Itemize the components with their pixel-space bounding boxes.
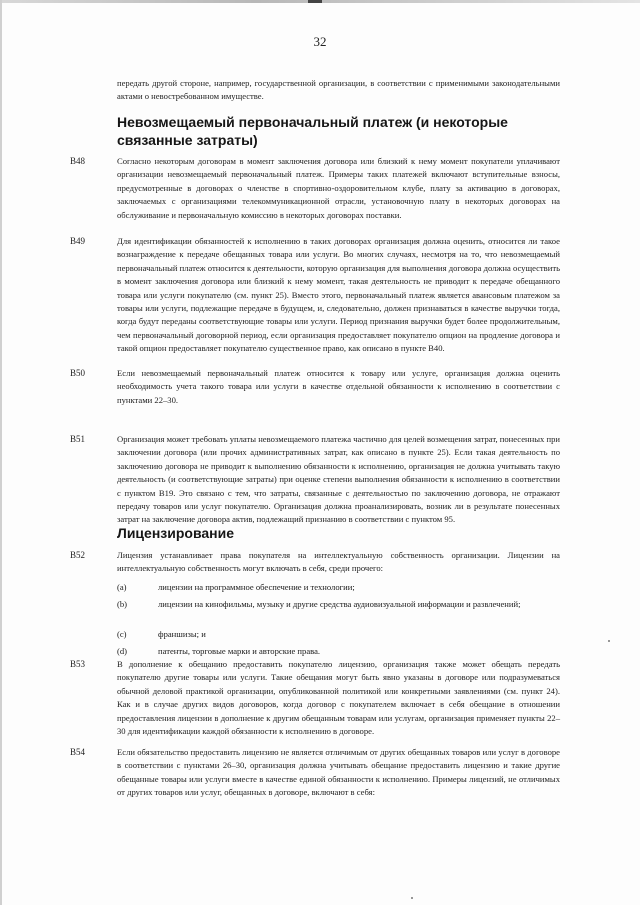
scan-mark — [308, 0, 322, 3]
paragraph-text: Для идентификации обязанностей к исполнению в таких договорах организация должна оценить, относится ли такое вознаграждение к передаче обещанных товара или услуги. Во многих случаях, несмотря на то, что невозмещаемый первоначальный платеж относится к деятельности, которую организация для выполнения договора должна осуществить в момент заключения договора или близкий к нему момент, такая деятельность не приводит к передаче обещанного товара или услуги покупателю (см. пункт 25). Вместо этого, первоначальный платеж является авансовым платежом за товары или услуги, подлежащие передаче в будущем, и, следовательно, должен признаваться в качестве выручки тогда, когда будут переданы соответствующие товары или услуги. Период признания выручки будет более продолжительным, чем первоначальный договорной период, если организация предоставляет покупателю опцион на продление договора и такой опцион предоставляет покупателю существенное право, как описано в пункте B40. — [117, 236, 560, 354]
section-heading-nonrefundable-fee: Невозмещаемый первоначальный платеж (и некоторые связанные затраты) — [117, 114, 508, 148]
paragraph-label: B54 — [70, 747, 86, 757]
paragraph-label: B53 — [70, 659, 86, 669]
paragraph-text: Если обязательство предоставить лицензию не является отличимым от других обещанных товаров или услуг в договоре в соответствии с пунктами 26–30, организация должна учитывать обещание предоставить лицензию и такие другие обещанные товары или услуги вместе в качестве единой обязанности к исполнению. Примеры лицензий, не отличимых от других товаров или услуг, обещанных в договоре, включают в себя: — [117, 747, 560, 798]
paragraph-label: B50 — [70, 368, 86, 378]
paragraph-text: Лицензия устанавливает права покупателя на интеллектуальную собственность организации. Лицензии на интеллектуальную собственность могут включать в себя, среди прочего: — [117, 550, 560, 574]
section-heading-licensing: Лицензирование — [117, 525, 235, 541]
list-item-text: франшизы; и — [158, 629, 206, 639]
paragraph-text: Согласно некоторым договорам в момент заключения договора или близкий к нему момент покупатели уплачивают организации невозмещаемый первоначальный платеж. Примеры таких платежей включают вступительные взносы, предусмотренные в договорах о членстве в спортивно-оздоровительном клубе, плату за активацию в договорах, заключаемых с организациями телекоммуникационной отрасли, установочную плату в некоторых договорах на обслуживание и первоначальную комиссию в некоторых договорах поставки. — [117, 156, 560, 220]
scan-speck — [411, 897, 413, 899]
paragraph-label: B49 — [70, 236, 86, 246]
page-number: 32 — [313, 34, 327, 49]
paragraph-label: B51 — [70, 434, 86, 444]
list-item-letter: (b) — [117, 599, 128, 609]
list-item-letter: (a) — [117, 582, 127, 592]
paragraph-label: B48 — [70, 156, 86, 166]
list-item-text: патенты, торговые марки и авторские права. — [158, 646, 321, 656]
continued-paragraph: передать другой стороне, например, государственной организации, в соответствии с применимыми законодательными актами о невостребованном имуществе. — [117, 78, 560, 102]
list-item-letter: (d) — [117, 646, 128, 656]
scan-edge-left — [0, 0, 2, 905]
paragraph-text: В дополнение к обещанию предоставить покупателю лицензию, организация также может обещать передать покупателю другие товары или услуги. Такие обещания могут быть явно указаны в договоре или подразумеваться обычной деловой практикой организации, опубликованной политикой или конкретными заявлениями (см. пункт 24). Как и в случае других видов договоров, когда договор с покупателем включает в себя обещание в отношении предоставления лицензии в дополнение к другим обещанным товарам или услугам, организация применяет пункты 22–30 для идентификации каждой обязанности к исполнению в договоре. — [117, 659, 560, 737]
list-item-text: лицензии на кинофильмы, музыку и другие средства аудиовизуальной информации и развлечений; — [158, 599, 521, 609]
paragraph-text: Организация может требовать уплаты невозмещаемого платежа частично для целей возмещения затрат, понесенных при заключении договора (или прочих административных затрат, как описано в пункте 25). Если такая деятельность по заключению договора не приводит к выполнению обязанности к исполнению, организация не должна учитывать такую деятельность (и соответствующие затраты) при оценке степени выполнения обязанности к исполнению в соответствии с пунктом B19. Это связано с тем, что затраты, связанные с деятельностью по заключению договора, не отражают передачу товаров или услуг покупателю. Организация должна проанализировать, возник ли в результате понесенных затрат на заключение договора актив, подлежащий признанию в соответствии с пунктом 95. — [117, 434, 560, 525]
scan-speck — [608, 640, 610, 642]
paragraph-label: B52 — [70, 550, 86, 560]
list-item-text: лицензии на программное обеспечение и технологии; — [158, 582, 355, 592]
paragraph-text: Если невозмещаемый первоначальный платеж относится к товару или услуге, организация должна оценить необходимость учета такого товара или услуги в качестве отдельной обязанности к исполнению в соответствии с пунктами 22–30. — [117, 368, 560, 405]
list-item-letter: (c) — [117, 629, 127, 639]
